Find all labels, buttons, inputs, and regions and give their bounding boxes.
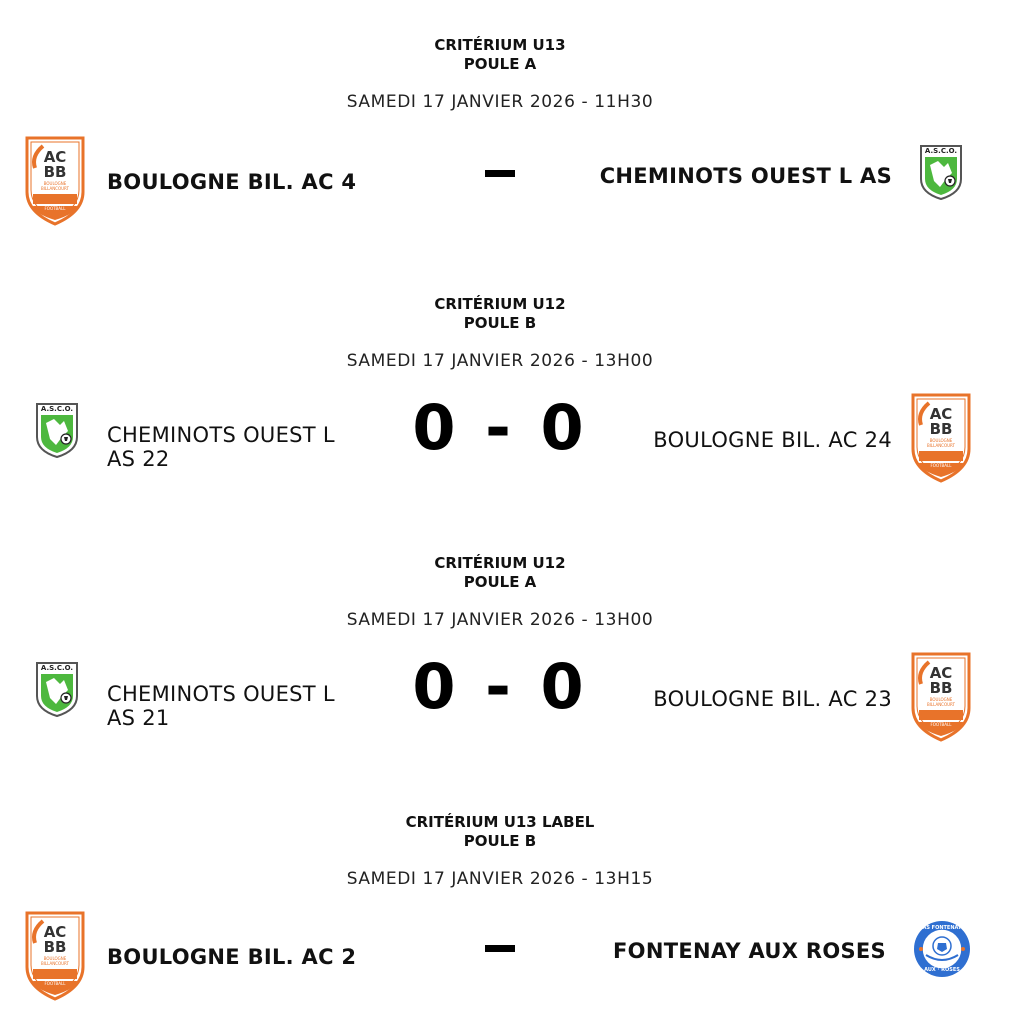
poule-name: POULE B <box>463 314 537 332</box>
acbb-line1: AC <box>43 148 67 166</box>
acbb-crest-icon <box>22 909 88 1005</box>
competition-label <box>0 813 1000 851</box>
score-separator <box>485 945 515 952</box>
asco-text: A.S.C.O. <box>40 405 74 413</box>
match-date: SAMEDI 17 JANVIER 2026 - 13H00 <box>346 610 654 630</box>
acbb-small-text: BOULOGNE BILLANCOURT <box>926 438 955 448</box>
match-card-2[interactable] <box>0 259 1019 518</box>
competition-name: CRITÉRIUM U12 <box>434 554 566 572</box>
acbb-small-text: BOULOGNE BILLANCOURT <box>40 181 69 191</box>
poule-name: POULE A <box>463 55 537 73</box>
acbb-footer-text: FOOTBALL <box>930 463 952 468</box>
competition-label <box>0 295 1000 333</box>
acbb-footer-text: FOOTBALL <box>44 206 66 211</box>
poule-name: POULE A <box>463 573 537 591</box>
asco-text: A.S.C.O. <box>924 147 958 155</box>
score-separator <box>485 170 515 177</box>
acbb-line1: AC <box>929 405 953 423</box>
match-score: 0 - 0 <box>412 650 588 723</box>
home-team-name[interactable]: CHEMINOTS OUEST L AS 22 <box>107 423 335 471</box>
home-team-name[interactable]: BOULOGNE BIL. AC 4 <box>107 170 357 194</box>
competition-label <box>0 36 1000 74</box>
asco-crest-icon <box>34 660 80 722</box>
acbb-crest-icon <box>908 391 974 487</box>
acbb-crest-icon <box>22 134 88 230</box>
acbb-line1: AC <box>929 664 953 682</box>
acbb-line1: AC <box>43 923 67 941</box>
home-team-name[interactable]: BOULOGNE BIL. AC 2 <box>107 945 357 969</box>
acbb-line2: BB <box>43 938 67 956</box>
fontenay-crest-icon <box>912 919 972 983</box>
match-card-3[interactable] <box>0 518 1019 777</box>
acbb-footer-text: FOOTBALL <box>930 722 952 727</box>
away-team-name[interactable]: BOULOGNE BIL. AC 24 <box>653 428 892 452</box>
acbb-footer-text: FOOTBALL <box>44 981 66 986</box>
match-date: SAMEDI 17 JANVIER 2026 - 13H15 <box>346 869 654 889</box>
competition-name: CRITÉRIUM U12 <box>434 295 566 313</box>
match-card-4[interactable] <box>0 777 1019 1036</box>
asco-crest-icon <box>34 401 80 463</box>
acbb-crest-icon <box>908 650 974 746</box>
poule-name: POULE B <box>463 832 537 850</box>
away-team-name[interactable]: CHEMINOTS OUEST L AS <box>599 164 892 188</box>
asco-text: A.S.C.O. <box>40 664 74 672</box>
home-team-name[interactable]: CHEMINOTS OUEST L AS 21 <box>107 682 335 730</box>
acbb-line2: BB <box>43 163 67 181</box>
match-date: SAMEDI 17 JANVIER 2026 - 13H00 <box>346 351 654 371</box>
competition-name: CRITÉRIUM U13 LABEL <box>405 813 595 831</box>
match-card-1[interactable] <box>0 0 1019 259</box>
competition-name: CRITÉRIUM U13 <box>434 36 566 54</box>
acbb-small-text: BOULOGNE BILLANCOURT <box>40 956 69 966</box>
asco-crest-icon <box>918 143 964 205</box>
acbb-line2: BB <box>929 420 953 438</box>
away-team-name[interactable]: FONTENAY AUX ROSES <box>613 939 886 963</box>
competition-label <box>0 554 1000 592</box>
away-team-name[interactable]: BOULOGNE BIL. AC 23 <box>653 687 892 711</box>
match-date: SAMEDI 17 JANVIER 2026 - 11H30 <box>346 92 654 112</box>
fontenay-bottom-text: AUX · ROSES <box>924 967 960 973</box>
fontenay-top-text: AS FONTENAY <box>922 925 962 931</box>
match-score: 0 - 0 <box>412 391 588 464</box>
acbb-small-text: BOULOGNE BILLANCOURT <box>926 697 955 707</box>
acbb-line2: BB <box>929 679 953 697</box>
